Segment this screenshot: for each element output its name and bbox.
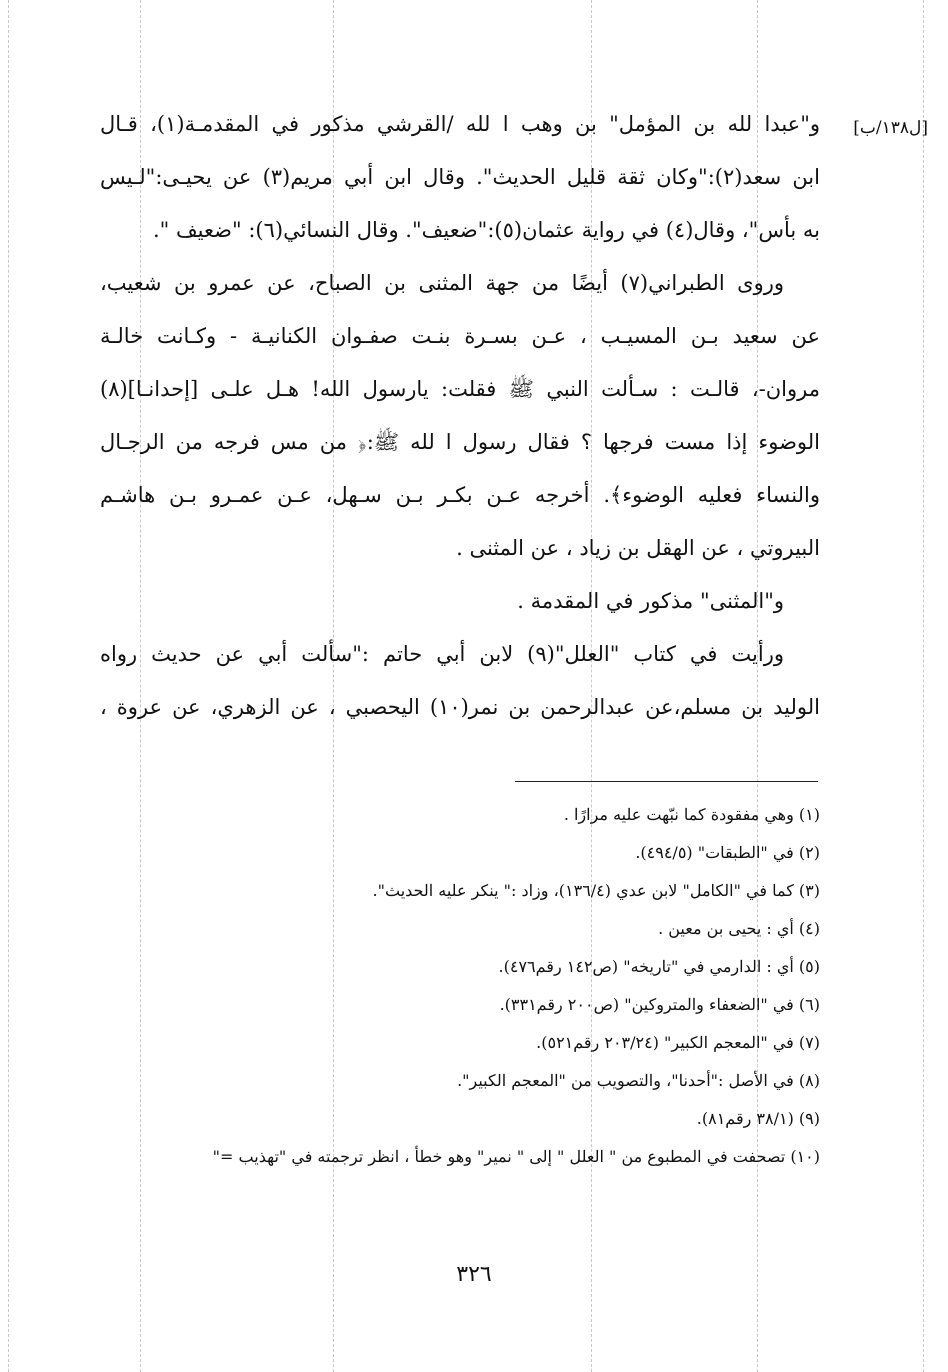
footnote: (٨) في الأصل :"أحدنا"، والتصويب من "المعجم الكبير".: [457, 1071, 820, 1090]
scan-guide-line: [923, 0, 924, 1372]
footnote-separator: [515, 781, 818, 782]
footnote: (٩) (٣٨/١ رقم٨١).: [696, 1109, 820, 1128]
footnote: (٢) في "الطبقات" (٤٩٤/٥).: [635, 843, 820, 862]
text-line: الوليد بن مسلم،عن عبدالرحمن بن نمر(١٠) اليحصبي ، عن الزهري، عن عروة ،: [100, 695, 820, 719]
footnote: (٧) في "المعجم الكبير" (٢٠٣/٢٤ رقم٥٢١).: [536, 1033, 820, 1052]
footnote: (٥) أي : الدارمي في "تاريخه" (ص١٤٢ رقم٤٧٦).: [498, 957, 820, 976]
text-line: وروى الطبراني(٧) أيضًا من جهة المثنى بن الصباح، عن عمرو بن شعيب،: [100, 271, 784, 295]
text-line: عن سعيد بـن المسيـب ، عـن بسـرة بنـت صفـوان الكنانيـة - وكـانت خالـة: [100, 324, 820, 348]
main-text: [100, 98, 820, 734]
footnote: (٣) كما في "الكامل" لابن عدي (١٣٦/٤)، وزاد :" ينكر عليه الحديث".: [372, 881, 820, 900]
text-line: به بأس"، وقال(٤) في رواية عثمان(٥):"ضعيف". وقال النسائي(٦): "ضعيف ".: [152, 218, 820, 242]
text-line: و"المثنى" مذكور في المقدمة .: [517, 589, 784, 613]
text-line: والنساء فعليه الوضوء﴾. أخرجه عـن بكـر بـن سـهل، عـن عمـرو بـن هاشـم: [100, 483, 820, 507]
text-line: و"عبدا لله بن المؤمل" بن وهب ا لله /القرشي مذكور في المقدمـة(١)، قـال: [100, 112, 820, 136]
footnote: (٦) في "الضعفاء والمتروكين" (ص٢٠٠ رقم٣٣١).: [499, 995, 820, 1014]
text-line: مروان-، قالـت : سـألت النبي ﷺ فقلت: يارسول الله! هـل علـى [إحدانـا](٨): [100, 377, 820, 401]
footnotes: [100, 796, 820, 1176]
text-line: ورأيت في كتاب "العلل"(٩) لابن أبي حاتم :"سألت أبي عن حديث رواه: [100, 642, 784, 666]
footnote: (١٠) تصحفت في المطبوع من " العلل " إلى " نمير" وهو خطأ ، انظر ترجمته في "تهذيب =": [212, 1147, 820, 1166]
scan-guide-line: [8, 0, 9, 1372]
text-line: ابن سعد(٢):"وكان ثقة قليل الحديث". وقال ابن أبي مريم(٣) عن يحيـى:"لـيس: [100, 165, 820, 189]
text-line: الوضوء إذا مست فرجها ؟ فقال رسول ا لله ﷺ:﴿ من مس فرجه من الرجـال: [100, 430, 820, 454]
manuscript-folio-note: [ل١٣٨/ب]: [853, 118, 928, 138]
text-line: البيروتي ، عن الهقل بن زياد ، عن المثنى .: [456, 536, 820, 560]
footnote: (١) وهي مفقودة كما نبّهت عليه مرارًا .: [563, 805, 820, 824]
page-number: ٣٢٦: [456, 1262, 492, 1287]
footnote: (٤) أي : يحيى بن معين .: [658, 919, 820, 938]
